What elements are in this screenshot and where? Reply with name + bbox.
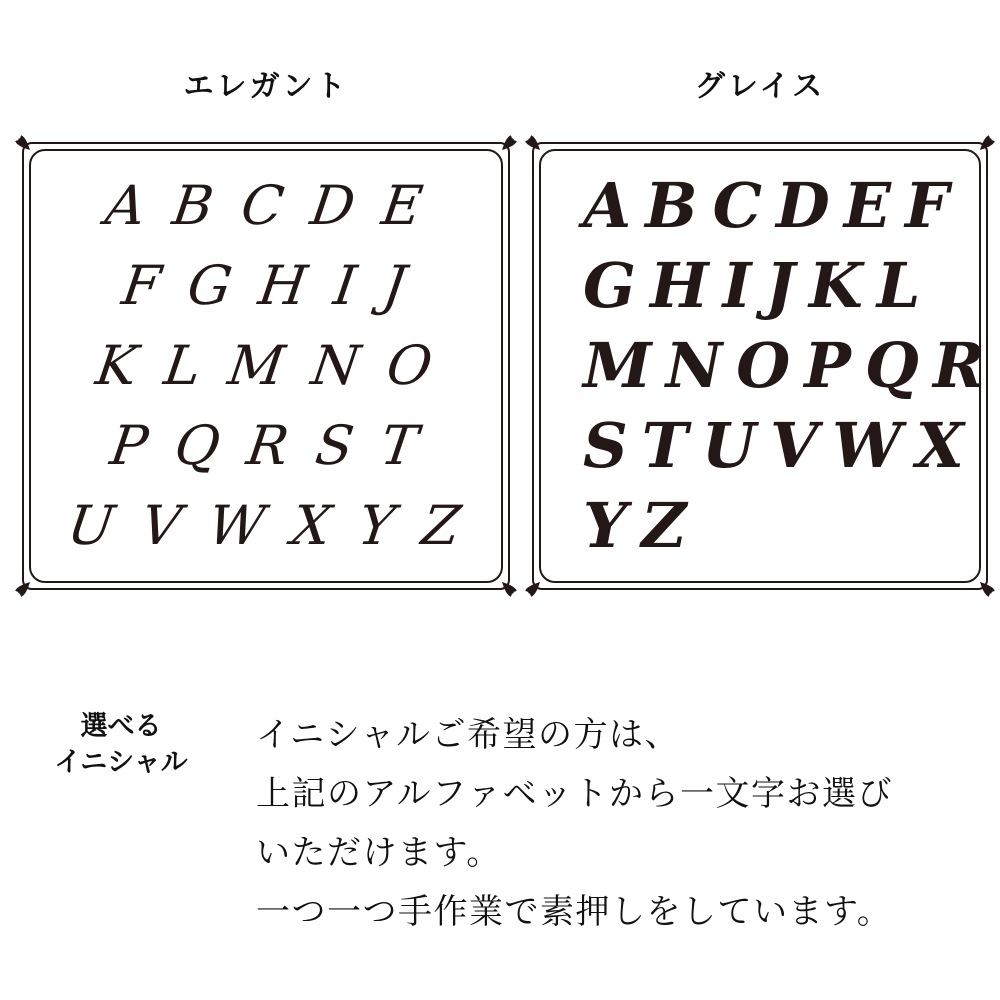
corner-ornament-icon — [499, 579, 519, 599]
note-label — [50, 706, 192, 942]
alphabet-panel-elegant — [29, 149, 503, 583]
alphabet-row: MNOPQR — [583, 329, 999, 402]
decorative-frame-grace — [532, 142, 999, 590]
alphabet-row: UVWXYZ — [63, 494, 493, 557]
alphabet-row: STUVWX — [583, 409, 978, 482]
alphabet-row: PQRST — [106, 414, 450, 477]
note-body-line: いただけます。 — [256, 834, 502, 872]
font-sample-elegant — [22, 70, 510, 590]
font-sample-title-grace: グレイス — [694, 70, 826, 103]
corner-ornament-icon — [523, 133, 543, 153]
corner-ornament-icon — [523, 579, 543, 599]
alphabet-row: FGHIJ — [118, 254, 438, 317]
decorative-frame-elegant — [22, 142, 510, 590]
alphabet-panel-grace — [539, 149, 999, 583]
corner-ornament-icon — [499, 133, 519, 153]
corner-ornament-icon — [13, 133, 33, 153]
note-label-line: 選べる — [80, 711, 162, 741]
note-body-line: イニシャルご希望の方は、 — [256, 716, 680, 754]
alphabet-row: KLMNO — [92, 334, 464, 397]
note-label-line: イニシャル — [54, 747, 188, 777]
font-sample-grace — [532, 70, 999, 590]
alphabet-row: YZ — [583, 489, 701, 562]
note-body — [256, 706, 893, 942]
corner-ornament-icon — [977, 579, 997, 599]
font-sample-title-elegant: エレガント — [183, 70, 349, 103]
corner-ornament-icon — [13, 579, 33, 599]
alphabet-row: ABCDEF — [583, 169, 964, 242]
corner-ornament-icon — [977, 133, 997, 153]
alphabet-row: GHIJKL — [583, 249, 935, 322]
note-body-line: 上記のアルファベットから一文字お選び — [256, 775, 893, 813]
note-body-line: 一つ一つ手作業で素押しをしています。 — [256, 893, 893, 931]
initial-note-section — [0, 706, 1000, 942]
alphabet-row: ABCDE — [101, 174, 455, 237]
